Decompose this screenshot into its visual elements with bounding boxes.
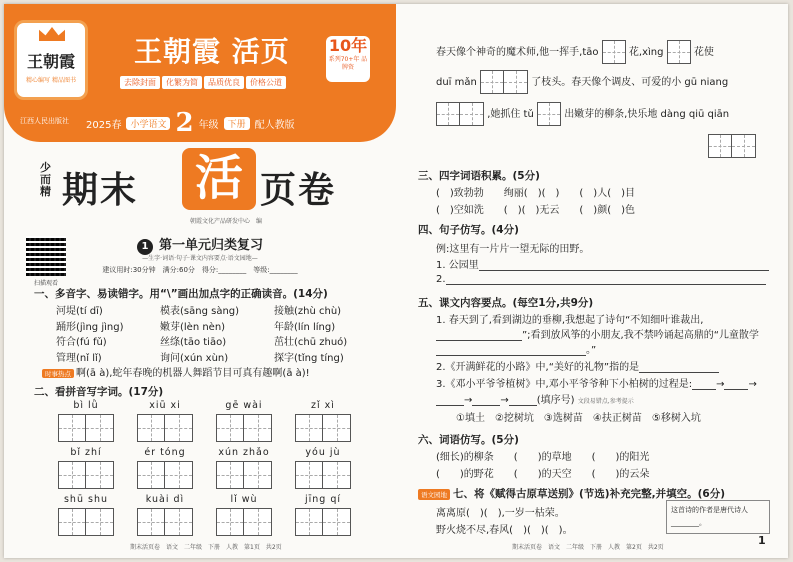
section-text: 七、将《赋得古原草送别》(节选)补充完整,并填空。(6分) <box>453 488 725 500</box>
passage-line-3 <box>436 102 729 126</box>
section-3-title: 三、四字词语积累。(5分) <box>418 170 540 182</box>
left-page <box>4 4 396 558</box>
title-part-b: 页卷 <box>260 169 337 211</box>
pinyin-text: bǐ zhí <box>70 447 102 458</box>
section-6-title <box>418 432 519 447</box>
writing-boxes[interactable] <box>56 508 116 536</box>
writing-boxes[interactable] <box>135 461 195 489</box>
page-footer: 期末活页卷 语文 二年级 下册 人教 第2页 共2页 <box>512 544 664 551</box>
pinyin-item <box>214 447 274 489</box>
badge-subtext: 系列70+年 品牌资 <box>328 56 368 71</box>
hot-item <box>42 364 310 379</box>
passage-line-2 <box>436 70 728 94</box>
pinyin-item <box>56 400 116 442</box>
year-label: 2025春 <box>86 119 122 131</box>
passage-line-4 <box>708 134 756 158</box>
pinyin-row <box>56 494 353 536</box>
title-highlight: 活 <box>182 148 256 210</box>
hot-tag: 时事热点 <box>42 369 74 378</box>
editor-credit: 朝霞文化产品研发中心 编 <box>190 218 263 225</box>
grade-bar <box>86 108 295 138</box>
item-text: ”;看到放风筝的小朋友,我不禁吟诵起高鼎的“儿童散学 <box>522 330 759 341</box>
pronunciation-item[interactable]: 接触(zhù chù) <box>274 306 342 317</box>
pinyin-text: zǐ xì <box>311 400 335 411</box>
content-q1c[interactable] <box>436 341 596 356</box>
passage-text: 了枝头。春天像个调皮、可爱的小 gū niang <box>531 77 729 88</box>
pronunciation-item[interactable]: 茁壮(chū zhuó) <box>274 337 348 348</box>
char-box[interactable] <box>602 40 626 64</box>
item-text: (填序号) <box>536 395 575 406</box>
slogan: 价格公道 <box>246 76 286 89</box>
item-text: 。” <box>586 345 597 356</box>
pronunciation-item[interactable]: 踊形(jìng jìng) <box>56 321 124 333</box>
yuwen-tag: 语文园地 <box>418 489 450 500</box>
poem-line[interactable]: 离离原( )( ),一岁一枯荣。 <box>436 508 565 519</box>
pronunciation-item[interactable]: 询问(xún xùn) <box>160 352 229 364</box>
grade-label: 年级 <box>198 119 219 131</box>
pinyin-item <box>56 494 116 536</box>
slogan: 去除封面 <box>120 76 160 89</box>
idiom-row[interactable]: ( )致勃勃 绚丽( )( ) ( )人( )目 <box>436 188 636 199</box>
step-options: ①填土 ②挖树坑 ③选树苗 ④扶正树苗 ⑤移树入坑 <box>456 413 701 424</box>
pronunciation-item[interactable]: 管理(nǐ lǐ) <box>56 352 102 364</box>
pronunciation-item[interactable]: 符合(fú fǔ) <box>56 337 107 348</box>
char-box[interactable] <box>537 102 561 126</box>
item-label: 2. <box>436 274 446 285</box>
writing-boxes[interactable] <box>56 461 116 489</box>
pronunciation-item[interactable]: 探字(tǐng tíng) <box>274 352 344 364</box>
pinyin-item <box>214 494 274 536</box>
note-box[interactable]: 这首诗的作者是唐代诗人________。 <box>666 500 770 534</box>
edition-label: 配人教版 <box>254 119 295 131</box>
pinyin-item <box>135 400 195 442</box>
passage-text: 出嫩芽的柳条,快乐地 dàng qiū qiān <box>564 109 730 120</box>
hint-text: 文段易错点,参考提示 <box>577 398 634 405</box>
unit-title-text: 第一单元归类复习 <box>158 238 263 253</box>
subject-label: 小学语文 <box>126 117 170 130</box>
writing-boxes[interactable] <box>214 508 274 536</box>
passage-text: 花使 <box>693 47 714 58</box>
hot-sentence: 啊(ā à),蛇年春晚的机器人舞蹈节目可真有趣啊(ā à)! <box>76 368 310 379</box>
logo-text: 王朝霞 <box>26 52 75 71</box>
writing-boxes[interactable] <box>135 414 195 442</box>
qr-label: 扫描观看 <box>33 280 58 287</box>
content-q2[interactable] <box>436 358 719 373</box>
passage-text: 春天像个神奇的魔术师,他一挥手,tāo <box>436 47 599 58</box>
publisher: 江西人民出版社 <box>20 117 69 125</box>
char-box[interactable] <box>667 40 691 64</box>
pinyin-item <box>293 447 353 489</box>
phrase-row[interactable]: ( )的野花 ( )的天空 ( )的云朵 <box>436 469 650 480</box>
title-small: 少而精 <box>40 161 51 198</box>
pinyin-text: lǐ wù <box>230 494 258 505</box>
writing-boxes[interactable] <box>56 414 116 442</box>
content-q3b[interactable]: → → (填序号) 文段易错点,参考提示 <box>436 391 634 406</box>
passage-text: ,她抓住 tǔ <box>487 109 534 120</box>
section-2-title: 二、看拼音写字词。(17分) <box>34 386 164 398</box>
pinyin-text: gē wài <box>225 400 263 411</box>
pinyin-item <box>135 494 195 536</box>
writing-boxes[interactable] <box>214 461 274 489</box>
pinyin-item <box>293 400 353 442</box>
example-sentence: 例:这里有一片片一望无际的田野。 <box>436 244 590 255</box>
pronunciation-item[interactable]: 河堤(tí dī) <box>56 306 103 317</box>
pinyin-text: kuài dì <box>145 494 185 505</box>
grade-number: 2 <box>175 108 194 138</box>
pinyin-row <box>56 447 353 489</box>
slogan: 化繁为简 <box>162 76 202 89</box>
content-q3[interactable]: 3.《邓小平爷爷植树》中,邓小平爷爷种下小柏树的过程是: → → <box>436 379 757 390</box>
imitation-1[interactable] <box>436 256 769 271</box>
pinyin-text: yóu jù <box>305 447 341 458</box>
writing-boxes[interactable] <box>135 508 195 536</box>
pronunciation-item[interactable]: 嫩芽(lèn nèn) <box>160 321 226 333</box>
unit-number: 1 <box>137 239 153 255</box>
phrase-row[interactable]: (细长)的柳条 ( )的草地 ( )的阳光 <box>436 452 650 463</box>
brand-title: 王朝霞 活页 <box>134 35 290 68</box>
word-box[interactable] <box>480 70 528 94</box>
word-box[interactable] <box>708 134 756 158</box>
badge-number: 10年 <box>328 36 368 55</box>
pronunciation-item[interactable]: 模表(sāng sàng) <box>160 306 240 317</box>
pinyin-text: shū shu <box>63 494 108 505</box>
brand-logo <box>14 20 88 100</box>
pinyin-item <box>214 400 274 442</box>
item-text: 2.《开满鲜花的小路》中,“美好的礼物”指的是 <box>436 362 640 373</box>
section-1-title: 一、多音字、易读错字。用“\”画出加点字的正确读音。(14分) <box>34 288 328 300</box>
section-7-title <box>418 486 725 501</box>
slogan: 品质优良 <box>204 76 244 89</box>
pronunciation-item[interactable]: 年龄(lín líng) <box>274 321 336 333</box>
exam-sheet <box>4 4 788 558</box>
pinyin-text: bì lǜ <box>73 400 99 411</box>
content-q1: 1. 春天到了,看到湖边的垂柳,我想起了诗句“不知细叶谁裁出, <box>436 315 704 326</box>
pinyin-text: ér tóng <box>144 447 186 458</box>
pinyin-text: jīng qí <box>304 494 342 505</box>
anniversary-badge <box>326 36 370 82</box>
word-box[interactable] <box>436 102 484 126</box>
content-q1b[interactable] <box>436 326 759 341</box>
idiom-row[interactable]: ( )空如洗 ( )( )无云 ( )颜( )色 <box>436 205 636 216</box>
passage-text: duī mǎn <box>436 77 477 88</box>
poem-line[interactable]: 野火烧不尽,春风( )( )( )。 <box>436 525 573 536</box>
pronunciation-item[interactable]: 丝绦(tāo tiāo) <box>160 337 227 348</box>
pinyin-text: xiū xi <box>149 400 181 411</box>
section-text: 六、词语仿写。(5分) <box>418 434 519 446</box>
writing-boxes[interactable] <box>214 414 274 442</box>
pinyin-item <box>293 494 353 536</box>
right-page <box>396 4 788 558</box>
writing-boxes[interactable] <box>293 414 353 442</box>
title-part-a: 期末 <box>62 169 139 211</box>
section-4-title: 四、句子仿写。(4分) <box>418 224 519 236</box>
section-5-title: 五、课文内容要点。(每空1分,共9分) <box>418 297 594 309</box>
pinyin-item <box>56 447 116 489</box>
page-footer: 期末活页卷 语文 二年级 下册 人教 第1页 共2页 <box>130 544 282 551</box>
writing-boxes[interactable] <box>293 508 353 536</box>
pinyin-row <box>56 400 353 442</box>
passage-line-1 <box>436 40 714 64</box>
unit-title <box>4 234 396 255</box>
writing-boxes[interactable] <box>293 461 353 489</box>
item-text: 3.《邓小平爷爷植树》中,邓小平爷爷种下小柏树的过程是: <box>436 379 693 390</box>
book-title <box>40 150 370 211</box>
passage-text: 花,xìng <box>628 47 664 58</box>
crown-icon <box>39 27 65 41</box>
pinyin-text: xún zhǎo <box>218 447 270 458</box>
logo-subtext: 精心编写 精品图书 <box>26 77 76 84</box>
slogan-bar <box>120 76 286 89</box>
pinyin-item <box>135 447 195 489</box>
imitation-2[interactable] <box>436 274 766 285</box>
item-label: 1. 公园里 <box>436 260 479 271</box>
unit-subtitle: —生字·词语·句子·课文内容要点·语文园地— <box>142 255 258 262</box>
page-number: 1 <box>758 534 766 547</box>
term-label: 下册 <box>224 117 250 130</box>
score-meta: 建议用时:30分钟 满分:60分 得分:________ 等级:________ <box>102 266 298 274</box>
